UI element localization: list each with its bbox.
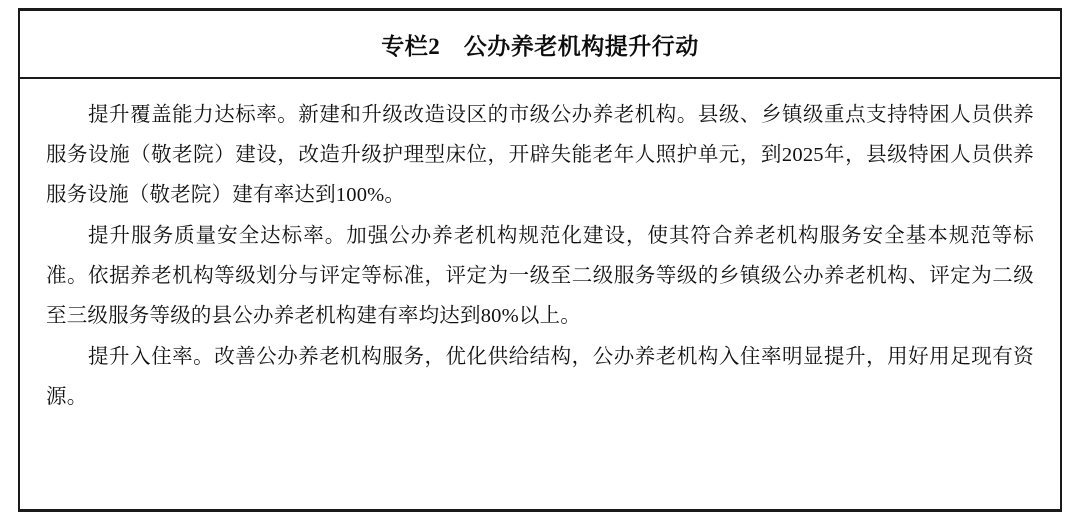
page-title: 专栏2 公办养老机构提升行动 [381,33,699,59]
body-paragraph: 提升服务质量安全达标率。加强公办养老机构规范化建设，使其符合养老机构服务安全基本规范等标准。依据养老机构等级划分与评定等标准，评定为一级至二级服务等级的乡镇级公办养老机构、评定为二级至三级服务等级的县公办养老机构建有率均达到80%以上。 [46,225,1034,327]
callout-header [20,11,1060,79]
callout-box [18,8,1062,512]
body-paragraph: 提升入住率。改善公办养老机构服务，优化供给结构，公办养老机构入住率明显提升，用好用足现有资源。 [46,346,1034,408]
callout-body [20,79,1060,509]
body-paragraph: 提升覆盖能力达标率。新建和升级改造设区的市级公办养老机构。县级、乡镇级重点支持特困人员供养服务设施（敬老院）建设，改造升级护理型床位，开辟失能老年人照护单元，到2025年，县级特困人员供养服务设施（敬老院）建有率达到100%。 [46,104,1034,206]
